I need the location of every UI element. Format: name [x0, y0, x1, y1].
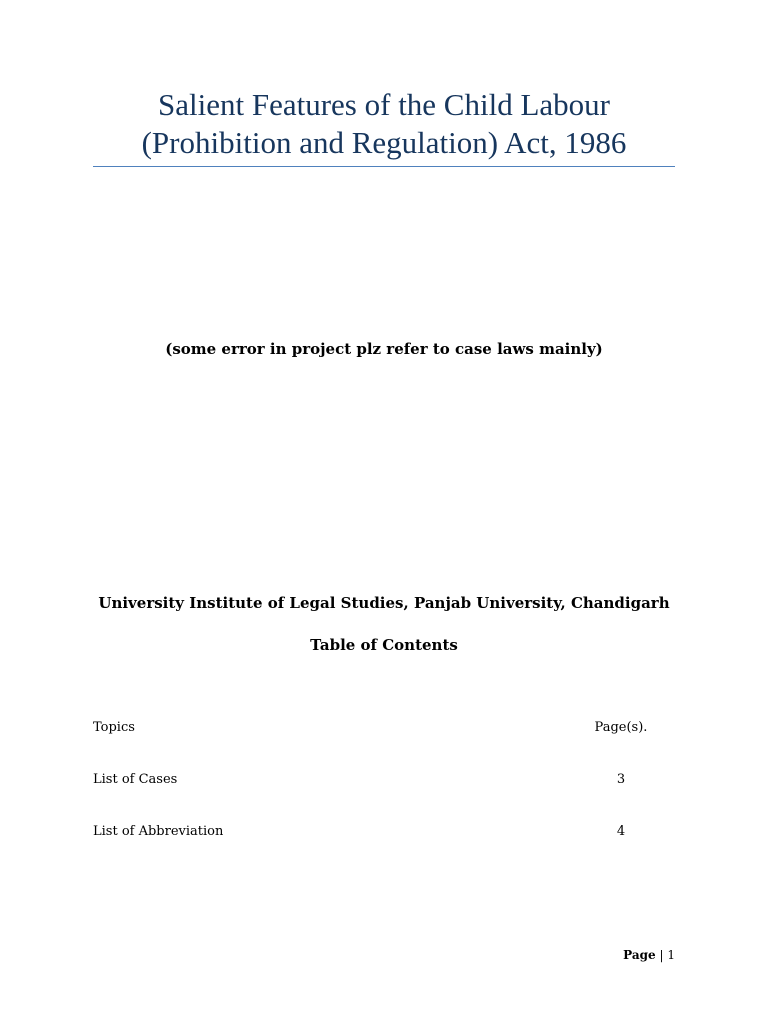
footer-page-number: 1 — [667, 948, 675, 962]
footer-separator: | — [659, 948, 664, 962]
toc-row-page: 4 — [616, 824, 626, 839]
footer-page-label: Page — [623, 948, 656, 962]
toc-row-topic: List of Cases — [93, 772, 178, 787]
project-note: (some error in project plz refer to case laws mainly) — [165, 340, 603, 358]
toc-header-row — [93, 720, 675, 740]
toc-row — [93, 824, 675, 844]
institute-name: University Institute of Legal Studies, Panjab University, Chandigarh — [98, 594, 670, 612]
toc-header-topics: Topics — [93, 720, 135, 735]
toc-header-pages: Page(s). — [594, 720, 648, 735]
title-line-2: (Prohibition and Regulation) Act, 1986 — [141, 125, 627, 160]
toc-row-topic: List of Abbreviation — [93, 824, 224, 839]
toc-heading: Table of Contents — [310, 636, 458, 654]
toc-row-page: 3 — [616, 772, 626, 787]
title-block — [93, 86, 675, 167]
title-line-1: Salient Features of the Child Labour — [158, 87, 610, 122]
toc-row — [93, 772, 675, 792]
document-title — [93, 86, 675, 162]
page-footer — [623, 948, 675, 962]
